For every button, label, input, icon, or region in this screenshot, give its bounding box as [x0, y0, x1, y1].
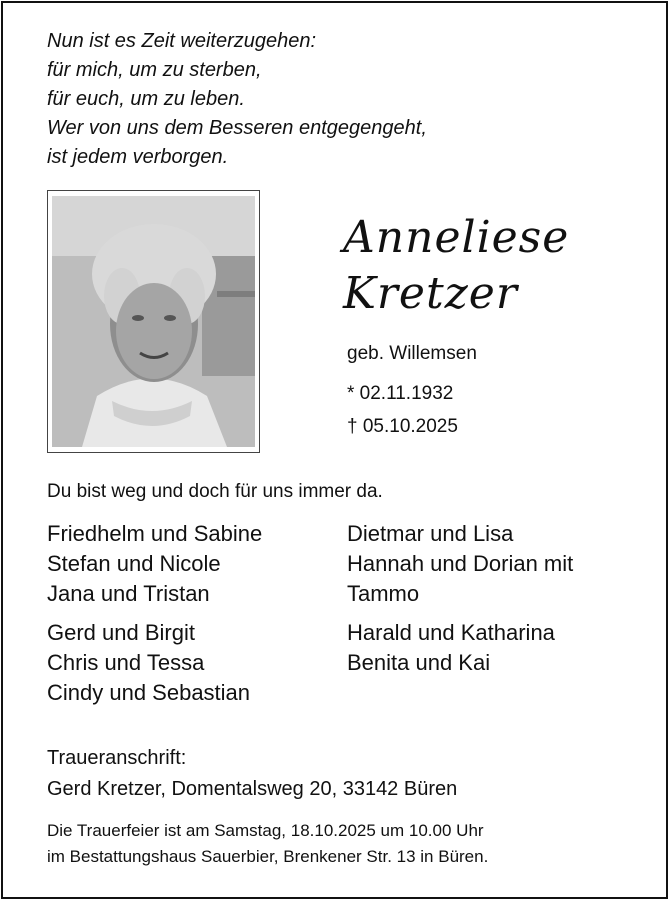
mourners-group2-right [347, 618, 555, 678]
mourner-entry: Jana und Tristan [47, 581, 210, 606]
poem-line: für mich, um zu sterben, [47, 59, 262, 81]
first-name: Anneliese [343, 212, 570, 263]
mourner-entry: Tammo [347, 581, 420, 606]
ceremony-line: im Bestattungshaus Sauerbier, Brenkener Str. 13 in Büren. [47, 847, 489, 866]
poem-line: ist jedem verborgen. [47, 146, 229, 168]
last-name: Kretzer [343, 268, 518, 319]
mourner-entry: Gerd und Birgit [47, 620, 195, 645]
obituary-notice [1, 1, 668, 899]
born-name: geb. Willemsen [347, 343, 477, 364]
mourner-entry: Dietmar und Lisa [347, 521, 514, 546]
mourner-entry: Stefan und Nicole [47, 551, 221, 576]
mourners-group2-left [47, 618, 250, 708]
portrait-photo [47, 190, 260, 453]
mourning-address [47, 743, 457, 805]
mourner-entry: Friedhelm und Sabine [47, 521, 263, 546]
ceremony-line: Die Trauerfeier ist am Samstag, 18.10.2025 um 10.00 Uhr [47, 821, 484, 840]
farewell-line: Du bist weg und doch für uns immer da. [47, 481, 383, 502]
birth-date: * 02.11.1932 [347, 383, 454, 404]
mourner-entry: Harald und Katharina [347, 620, 555, 645]
ceremony-info [47, 818, 488, 870]
portrait-image [52, 196, 255, 447]
mourners-group1-right [347, 519, 573, 609]
mourner-entry: Chris und Tessa [47, 650, 205, 675]
poem [47, 27, 427, 172]
death-date: † 05.10.2025 [347, 416, 458, 437]
mourner-entry: Cindy und Sebastian [47, 680, 251, 705]
mourner-entry: Benita und Kai [347, 650, 491, 675]
address-label: Traueranschrift: [47, 747, 187, 769]
poem-line: Nun ist es Zeit weiterzugehen: [47, 30, 317, 52]
mourner-entry: Hannah und Dorian mit [347, 551, 574, 576]
mourners-group1-left [47, 519, 262, 609]
poem-line: für euch, um zu leben. [47, 88, 245, 110]
deceased-name [343, 210, 569, 322]
poem-line: Wer von uns dem Besseren entgegengeht, [47, 117, 427, 139]
address-line: Gerd Kretzer, Domentalsweg 20, 33142 Büren [47, 778, 458, 800]
